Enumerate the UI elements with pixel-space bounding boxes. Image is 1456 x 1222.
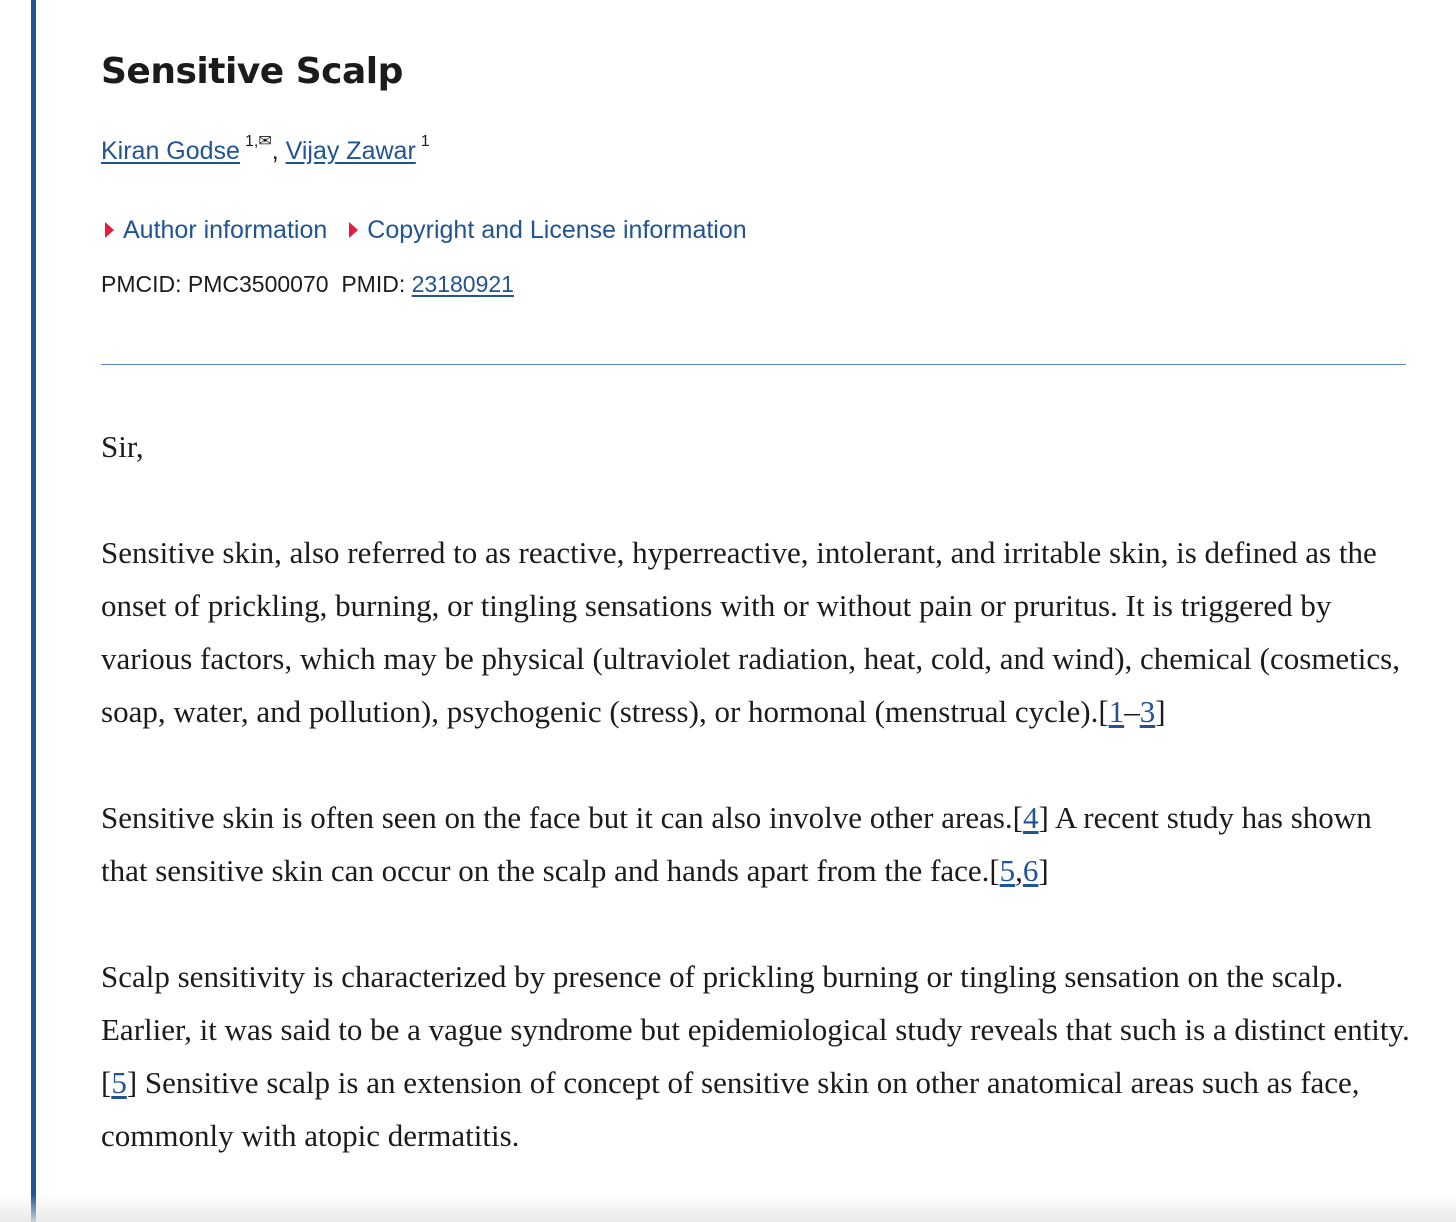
- section-divider: [101, 364, 1406, 365]
- pmid-link[interactable]: 23180921: [411, 271, 514, 297]
- pmcid-label: PMCID:: [101, 271, 182, 297]
- expand-triangle-icon: [105, 222, 114, 238]
- salutation: Sir,: [101, 429, 144, 464]
- citation-link[interactable]: 1: [1108, 694, 1125, 729]
- pmcid-value: PMC3500070: [187, 271, 329, 297]
- bottom-scroll-shadow: [0, 1194, 1456, 1222]
- author-list: [101, 133, 430, 173]
- paragraph-text: A recent study has shown that sensitive skin can occur on the scalp and hands apart from the face.: [101, 800, 1372, 888]
- copyright-license-toggle[interactable]: [345, 212, 746, 248]
- author-affiliation-sup: 1,✉: [244, 133, 272, 150]
- paragraph-text: Sensitive skin, also referred to as reactive, hyperreactive, intolerant, and irritable skin, is defined as the onset of prickling, burning, or tingling sensations with or without pain or pruritus. It is triggered by various factors, which may be physical (ultraviolet radiation, heat, cold, and wind), chemical (cosmetics, soap, water, and pollution), psychogenic (stress), or hormonal (menstrual cycle).: [101, 535, 1400, 729]
- paragraph-2: Sensitive skin is often seen on the face but it can also involve other areas.[4] A recent study has shown that sensitive skin can occur on the scalp and hands apart from the face.[5,6]: [101, 800, 1372, 888]
- article-meta-toggles: [101, 212, 747, 248]
- paragraph-text: Scalp sensitivity is characterized by presence of prickling burning or tingling sensation on the scalp. Earlier, it was said to be a vague syndrome but epidemiological study reveals that such is a distinct entity.: [101, 959, 1410, 1047]
- author-information-label: Author information: [123, 216, 328, 244]
- copyright-license-label: Copyright and License information: [367, 216, 747, 244]
- article-body: [101, 420, 1411, 1215]
- citation-link[interactable]: 6: [1022, 853, 1039, 888]
- paragraph-1: Sensitive skin, also referred to as reactive, hyperreactive, intolerant, and irritable skin, is defined as the onset of prickling, burning, or tingling sensations with or without pain or pruritus. It is triggered by various factors, which may be physical (ultraviolet radiation, heat, cold, and wind), chemical (cosmetics, soap, water, and pollution), psychogenic (stress), or hormonal (menstrual cycle).[1–3]: [101, 535, 1400, 729]
- author-link-kiran-godse[interactable]: Kiran Godse: [101, 137, 240, 165]
- citation-range-dash: –: [1124, 694, 1140, 729]
- author-link-vijay-zawar[interactable]: Vijay Zawar: [285, 137, 416, 165]
- citation-link[interactable]: 5: [999, 853, 1016, 888]
- author-information-toggle[interactable]: [101, 212, 327, 248]
- article-identifiers: [101, 266, 514, 302]
- paragraph-text: Sensitive scalp is an extension of concept of sensitive skin on other anatomical areas such as face, commonly with atopic dermatitis.: [101, 1065, 1360, 1153]
- page-title: Sensitive Scalp: [101, 51, 403, 92]
- author-affiliation-sup: 1: [420, 133, 430, 150]
- paragraph-text: Sensitive skin is often seen on the face but it can also involve other areas.: [101, 800, 1013, 835]
- citation-link[interactable]: 3: [1139, 694, 1156, 729]
- citation-separator: ,: [1015, 853, 1023, 888]
- left-accent-bar: [31, 0, 36, 1222]
- expand-triangle-icon: [349, 222, 358, 238]
- paragraph-3: Scalp sensitivity is characterized by presence of prickling burning or tingling sensation on the scalp. Earlier, it was said to be a vague syndrome but epidemiological study reveals that such is a distinct entity.[5] Sensitive scalp is an extension of concept of sensitive skin on other anatomical areas such as face, commonly with atopic dermatitis.: [101, 959, 1410, 1153]
- pmid-label: PMID:: [341, 271, 406, 297]
- citation-link[interactable]: 5: [111, 1065, 127, 1100]
- citation-link[interactable]: 4: [1022, 800, 1039, 835]
- author-separator: ,: [271, 137, 279, 165]
